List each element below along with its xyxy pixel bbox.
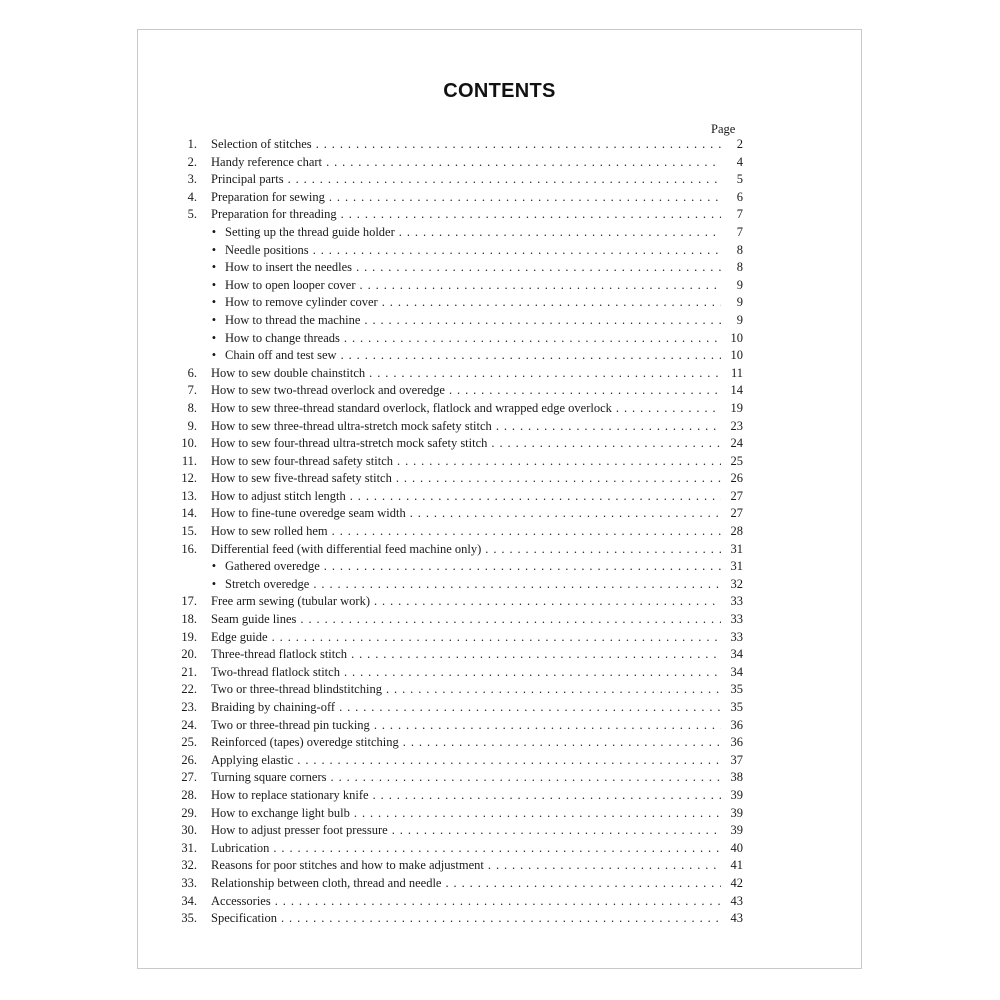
entry-title: Differential feed (with differential feed machine only) . . . — [211, 541, 721, 559]
toc-subentry — [173, 259, 743, 277]
toc-entry — [173, 611, 743, 629]
entry-number: 26. — [181, 752, 197, 767]
bullet-icon: • — [211, 260, 217, 275]
toc-entry — [173, 523, 743, 541]
entry-page-number: 23 — [730, 418, 743, 433]
entry-page-number: 38 — [730, 770, 743, 785]
bullet-icon: • — [211, 330, 217, 345]
entry-number: 32. — [181, 858, 197, 873]
toc-entry — [173, 418, 743, 436]
entry-number: 15. — [181, 524, 197, 539]
entry-title: Two-thread flatlock stitch . . . — [211, 664, 721, 682]
entry-number: 1. — [187, 137, 197, 151]
entry-title: Preparation for sewing . . . — [211, 189, 721, 207]
toc-entry — [173, 893, 743, 911]
entry-number: 17. — [181, 594, 197, 609]
toc-entry — [173, 646, 743, 664]
entry-number: 27. — [181, 770, 197, 785]
toc-entry — [173, 382, 743, 400]
toc-subentry — [173, 242, 743, 260]
entry-page-number: 19 — [730, 400, 743, 415]
entry-page-number: 31 — [730, 541, 743, 556]
toc-entry — [173, 752, 743, 770]
toc-subentry — [173, 277, 743, 295]
entry-title: Specification . . . — [211, 910, 721, 928]
entry-title: Two or three-thread blindstitching . . . — [211, 681, 721, 699]
toc-entry — [173, 505, 743, 523]
entry-number: 7. — [187, 383, 197, 398]
entry-title: How to sew four-thread safety stitch . . . — [211, 453, 721, 471]
entry-page-number: 27 — [730, 506, 743, 521]
toc-entry — [173, 681, 743, 699]
toc-entry — [173, 875, 743, 893]
entry-page-number: 35 — [730, 700, 743, 714]
entry-number: 4. — [187, 189, 197, 204]
toc-entry — [173, 699, 743, 717]
bullet-icon: • — [211, 277, 217, 292]
toc-subentry — [173, 312, 743, 330]
entry-number: 12. — [181, 471, 197, 486]
entry-title: Selection of stitches . . . — [211, 136, 721, 154]
entry-page-number: 31 — [730, 559, 743, 574]
toc-entry — [173, 857, 743, 875]
entry-page-number: 43 — [730, 911, 743, 926]
toc-entry — [173, 171, 743, 189]
toc-entry — [173, 593, 743, 611]
bullet-icon: • — [211, 224, 217, 239]
entry-page-number: 39 — [730, 805, 743, 820]
entry-title: Reinforced (tapes) overedge stitching . . . — [211, 734, 721, 752]
entry-number: 13. — [181, 488, 197, 503]
entry-page-number: 34 — [730, 647, 743, 662]
entry-page-number: 4 — [736, 154, 743, 169]
entry-number: 34. — [181, 893, 197, 908]
entry-number: 30. — [181, 823, 197, 838]
entry-number: 6. — [187, 365, 197, 380]
toc-entry — [173, 717, 743, 735]
entry-title: Braiding by chaining-off . . . — [211, 699, 721, 717]
entry-number: 23. — [181, 700, 197, 714]
toc-entry — [173, 840, 743, 858]
toc-entry — [173, 822, 743, 840]
toc-entry — [173, 541, 743, 559]
entry-title: How to sew rolled hem . . . — [211, 523, 721, 541]
entry-title: Applying elastic . . . — [211, 752, 721, 770]
entry-number: 19. — [181, 629, 197, 644]
entry-title: Stretch overedge . . . — [225, 576, 721, 594]
entry-number: 31. — [181, 840, 197, 855]
entry-title: How to insert the needles . . . — [225, 259, 721, 277]
entry-page-number: 11 — [730, 365, 743, 380]
table-of-contents — [173, 136, 743, 928]
entry-title: Seam guide lines . . . — [211, 611, 721, 629]
toc-entry — [173, 488, 743, 506]
bullet-icon: • — [211, 312, 217, 327]
entry-page-number: 34 — [730, 664, 743, 679]
toc-entry — [173, 206, 743, 224]
entry-title: Accessories . . . — [211, 893, 721, 911]
entry-page-number: 32 — [730, 576, 743, 591]
entry-number: 35. — [181, 911, 197, 926]
toc-entry — [173, 400, 743, 418]
toc-entry — [173, 805, 743, 823]
bullet-icon: • — [211, 559, 217, 574]
entry-title: Gathered overedge . . . — [225, 558, 721, 576]
entry-page-number: 8 — [736, 260, 743, 275]
entry-title: Reasons for poor stitches and how to make adjustment . . . — [211, 857, 721, 875]
toc-entry — [173, 664, 743, 682]
entry-title: Lubrication . . . — [211, 840, 721, 858]
entry-title: Edge guide . . . — [211, 629, 721, 647]
entry-title: How to open looper cover . . . — [225, 277, 721, 295]
toc-entry — [173, 365, 743, 383]
toc-entry — [173, 154, 743, 172]
bullet-icon: • — [211, 295, 217, 310]
entry-page-number: 7 — [736, 207, 743, 222]
bullet-icon: • — [211, 242, 217, 257]
entry-title: How to thread the machine . . . — [225, 312, 721, 330]
toc-subentry — [173, 224, 743, 242]
entry-page-number: 10 — [730, 348, 743, 363]
entry-page-number: 42 — [730, 875, 743, 890]
entry-page-number: 24 — [730, 436, 743, 451]
entry-number: 5. — [187, 207, 197, 222]
entry-page-number: 26 — [730, 471, 743, 486]
entry-title: Free arm sewing (tubular work) . . . — [211, 593, 721, 611]
entry-page-number: 27 — [730, 488, 743, 503]
entry-title: How to remove cylinder cover . . . — [225, 294, 721, 312]
entry-title: How to change threads . . . — [225, 330, 721, 348]
entry-number: 8. — [187, 400, 197, 415]
page-column-label: Page — [711, 122, 736, 136]
entry-title: How to sew five-thread safety stitch . . . — [211, 470, 721, 488]
entry-page-number: 33 — [730, 594, 743, 609]
entry-number: 10. — [181, 436, 197, 451]
entry-page-number: 25 — [730, 453, 743, 468]
entry-page-number: 6 — [736, 189, 743, 204]
entry-title: Needle positions . . . — [225, 242, 721, 260]
entry-number: 3. — [187, 172, 197, 187]
entry-title: Handy reference chart . . . — [211, 154, 721, 172]
entry-number: 18. — [181, 612, 197, 627]
entry-page-number: 33 — [730, 629, 743, 644]
entry-number: 20. — [181, 647, 197, 662]
entry-title: Principal parts . . . — [211, 171, 721, 189]
entry-title: How to sew four-thread ultra-stretch mock safety stitch . . . — [211, 435, 721, 453]
entry-number: 2. — [187, 154, 197, 169]
toc-entry — [173, 769, 743, 787]
entry-page-number: 9 — [736, 295, 743, 310]
toc-entry — [173, 435, 743, 453]
entry-number: 22. — [181, 682, 197, 697]
entry-title: How to fine-tune overedge seam width . . . — [211, 505, 721, 523]
entry-title: Setting up the thread guide holder . . . — [225, 224, 721, 242]
entry-page-number: 33 — [730, 612, 743, 627]
entry-page-number: 14 — [730, 383, 743, 398]
toc-entry — [173, 734, 743, 752]
entry-number: 33. — [181, 875, 197, 890]
entry-number: 25. — [181, 735, 197, 750]
bullet-icon: • — [211, 348, 217, 363]
entry-page-number: 39 — [730, 823, 743, 838]
entry-number: 16. — [181, 541, 197, 556]
entry-page-number: 10 — [730, 330, 743, 345]
entry-number: 24. — [181, 717, 197, 732]
page-title: CONTENTS — [443, 80, 556, 102]
toc-entry — [173, 136, 743, 154]
toc-entry — [173, 470, 743, 488]
entry-title: How to sew two-thread overlock and overedge . . . — [211, 382, 721, 400]
entry-page-number: 41 — [730, 858, 743, 873]
entry-page-number: 35 — [730, 682, 743, 697]
document-page — [137, 29, 862, 969]
entry-title: How to exchange light bulb . . . — [211, 805, 721, 823]
entry-page-number: 37 — [730, 752, 743, 767]
toc-entry — [173, 910, 743, 928]
entry-page-number: 36 — [730, 717, 743, 732]
entry-number: 9. — [187, 418, 197, 433]
entry-number: 29. — [181, 805, 197, 820]
toc-subentry — [173, 330, 743, 348]
entry-number: 14. — [181, 506, 197, 521]
entry-title: Three-thread flatlock stitch . . . — [211, 646, 721, 664]
entry-page-number: 28 — [730, 524, 743, 539]
entry-title: How to adjust presser foot pressure . . . — [211, 822, 721, 840]
entry-page-number: 40 — [730, 840, 743, 855]
toc-entry — [173, 629, 743, 647]
entry-page-number: 9 — [736, 277, 743, 292]
entry-title: Two or three-thread pin tucking . . . — [211, 717, 721, 735]
entry-number: 21. — [181, 664, 197, 679]
toc-entry — [173, 189, 743, 207]
entry-title: Relationship between cloth, thread and needle . . . — [211, 875, 721, 893]
entry-number: 28. — [181, 787, 197, 802]
entry-title: How to sew double chainstitch . . . — [211, 365, 721, 383]
toc-entry — [173, 453, 743, 471]
entry-title: How to sew three-thread ultra-stretch mock safety stitch . . . — [211, 418, 721, 436]
entry-number: 11. — [181, 453, 197, 468]
entry-title: How to sew three-thread standard overlock, flatlock and wrapped edge overlock . . . — [211, 400, 721, 418]
toc-subentry — [173, 558, 743, 576]
entry-page-number: 5 — [736, 172, 743, 187]
entry-title: How to adjust stitch length . . . — [211, 488, 721, 506]
entry-page-number: 36 — [730, 735, 743, 750]
bullet-icon: • — [211, 576, 217, 591]
entry-page-number: 2 — [736, 137, 743, 151]
toc-entry — [173, 787, 743, 805]
toc-subentry — [173, 347, 743, 365]
entry-title: How to replace stationary knife . . . — [211, 787, 721, 805]
entry-page-number: 39 — [730, 787, 743, 802]
toc-subentry — [173, 294, 743, 312]
entry-page-number: 7 — [736, 224, 743, 239]
entry-title: Chain off and test sew . . . — [225, 347, 721, 365]
entry-title: Preparation for threading . . . — [211, 206, 721, 224]
entry-page-number: 8 — [736, 242, 743, 257]
entry-title: Turning square corners . . . — [211, 769, 721, 787]
entry-page-number: 43 — [730, 893, 743, 908]
entry-page-number: 9 — [736, 312, 743, 327]
toc-subentry — [173, 576, 743, 594]
